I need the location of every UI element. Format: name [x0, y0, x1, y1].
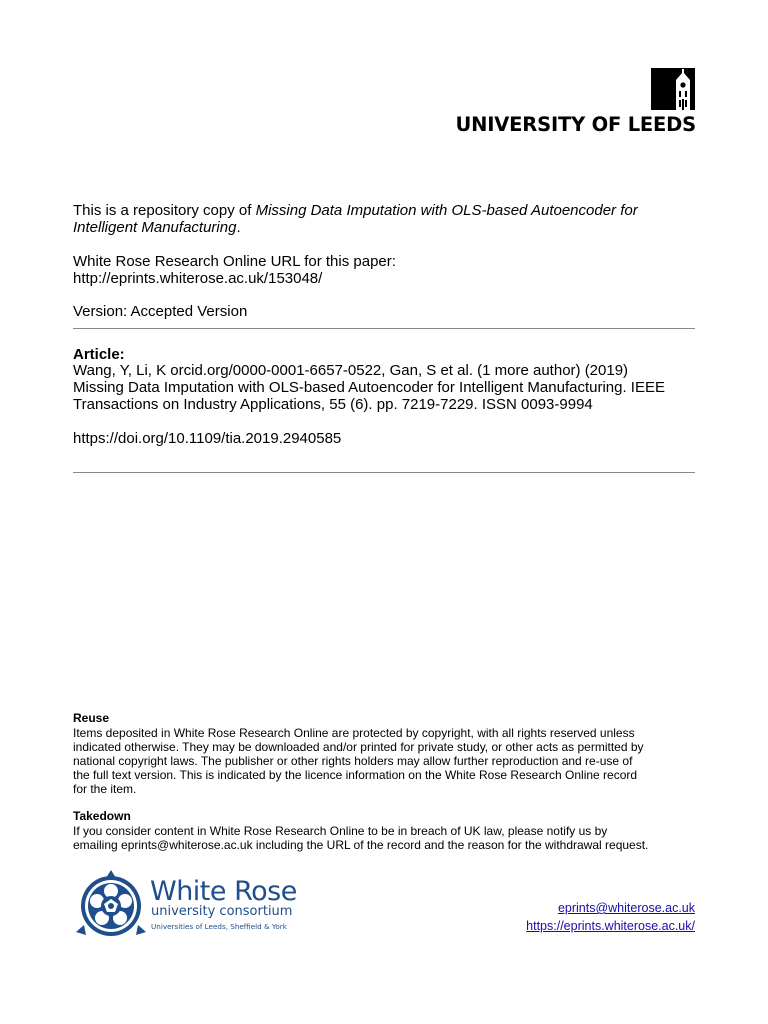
divider — [73, 472, 695, 473]
divider — [73, 328, 695, 329]
citation-line: Missing Data Imputation with OLS-based Autoencoder for Intelligent Manufacturing. IEEE — [73, 379, 665, 396]
footer-links — [526, 899, 695, 935]
doi-link[interactable]: https://doi.org/10.1109/tia.2019.2940585 — [73, 430, 342, 447]
paper-title-part1: Missing Data Imputation with OLS-based Autoencoder for — [255, 202, 638, 219]
reuse-text-line: Items deposited in White Rose Research Online are protected by copyright, with all rights reserved unless — [73, 726, 635, 740]
reuse-text-line: indicated otherwise. They may be downloaded and/or printed for private study, or other acts as permitted by — [73, 740, 644, 754]
intro-prefix: This is a repository copy of — [73, 202, 256, 219]
article-heading: Article: — [73, 346, 125, 363]
intro-line-2 — [73, 219, 241, 236]
citation-line: Wang, Y, Li, K orcid.org/0000-0001-6657-0522, Gan, S et al. (1 more author) (2019) — [73, 362, 629, 379]
reuse-heading: Reuse — [73, 711, 110, 725]
university-logo-text: UNIVERSITY OF LEEDS — [455, 113, 696, 136]
reuse-text-line: the full text version. This is indicated by the licence information on the White Rose Research Online record — [73, 768, 638, 782]
paper-url[interactable]: http://eprints.whiterose.ac.uk/153048/ — [73, 270, 323, 287]
intro-suffix: . — [236, 219, 241, 236]
white-rose-logo-universities: Universities of Leeds, Sheffield & York — [151, 922, 287, 931]
white-rose-logo-subtitle: university consortium — [151, 904, 293, 919]
takedown-heading: Takedown — [73, 809, 131, 823]
takedown-text-line: emailing eprints@whiterose.ac.uk including the URL of the record and the reason for the withdrawal request. — [73, 838, 649, 852]
version-text: Version: Accepted Version — [73, 303, 248, 320]
intro-line — [73, 202, 638, 219]
reuse-text-line: for the item. — [73, 782, 137, 796]
takedown-text-line: If you consider content in White Rose Research Online to be in breach of UK law, please notify us by — [73, 824, 608, 838]
university-crest-icon — [651, 68, 695, 110]
url-label: White Rose Research Online URL for this paper: — [73, 253, 396, 270]
reuse-text-line: national copyright laws. The publisher or other rights holders may allow further reproduction and re-use of — [73, 754, 633, 768]
paper-title-part2: Intelligent Manufacturing — [73, 219, 237, 236]
white-rose-logo-text: White Rose — [150, 876, 297, 907]
email-link[interactable]: eprints@whiterose.ac.uk — [557, 901, 695, 915]
white-rose-emblem-icon — [74, 869, 148, 939]
citation-line: Transactions on Industry Applications, 55 (6). pp. 7219-7229. ISSN 0093-9994 — [73, 396, 593, 413]
website-link[interactable]: https://eprints.whiterose.ac.uk/ — [526, 919, 695, 933]
